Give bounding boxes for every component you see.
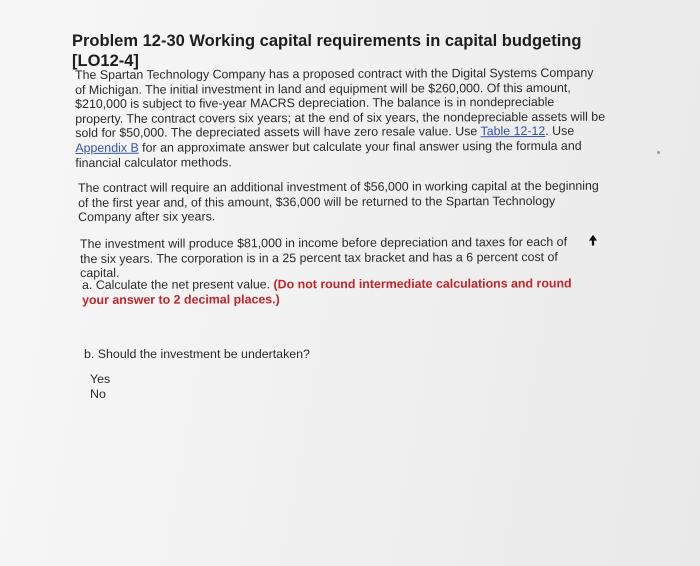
mouse-cursor-icon	[586, 233, 600, 247]
option-no[interactable]: No	[90, 387, 106, 401]
part-a-instruction: (Do not round intermediate calculations and round your answer to 2 decimal places.)	[82, 276, 572, 307]
table-12-12-link[interactable]: Table 12-12	[480, 124, 546, 139]
answer-options	[90, 372, 110, 402]
option-yes[interactable]: Yes	[90, 372, 111, 386]
income-paragraph: The investment will produce $81,000 in income before depreciation and taxes for each of the six years. The corporation is in a 25 percent tax bracket and has a 6 percent cost of capital.	[80, 234, 568, 281]
intro-text-2: . Use	[545, 124, 575, 139]
working-capital-paragraph: The contract will require an additional investment of $56,000 in working capital at the beginning of the first year and, of this amount, $36,000 will be returned to the Spartan Technology Company after six years.	[78, 178, 599, 225]
problem-intro	[75, 66, 605, 170]
part-a-question	[82, 276, 582, 307]
problem-title: Problem 12-30 Working capital requirements in capital budgeting [LO12-4]	[72, 32, 582, 70]
intro-text-1: The Spartan Technology Company has a proposed contract with the Digital Systems Company of Michigan. The initial investment in land and equipment will be $260,000. Of this amount, $210,000 is subject to five-year MACRS depreciation. The balance is in nondepreciable property. The contract covers six years; at the end of six years, the nondepreciable assets will be sold for $50,000. The depreciated assets will have zero resale value. Use	[75, 65, 606, 141]
intro-text-3: for an approximate answer but calculate your final answer using the formula and financial calculator methods.	[75, 138, 582, 170]
screen-dot	[657, 151, 660, 154]
part-b-question: b. Should the investment be undertaken?	[84, 347, 310, 361]
part-a-label: a. Calculate the net present value.	[82, 277, 274, 292]
appendix-b-link[interactable]: Appendix B	[75, 140, 139, 155]
